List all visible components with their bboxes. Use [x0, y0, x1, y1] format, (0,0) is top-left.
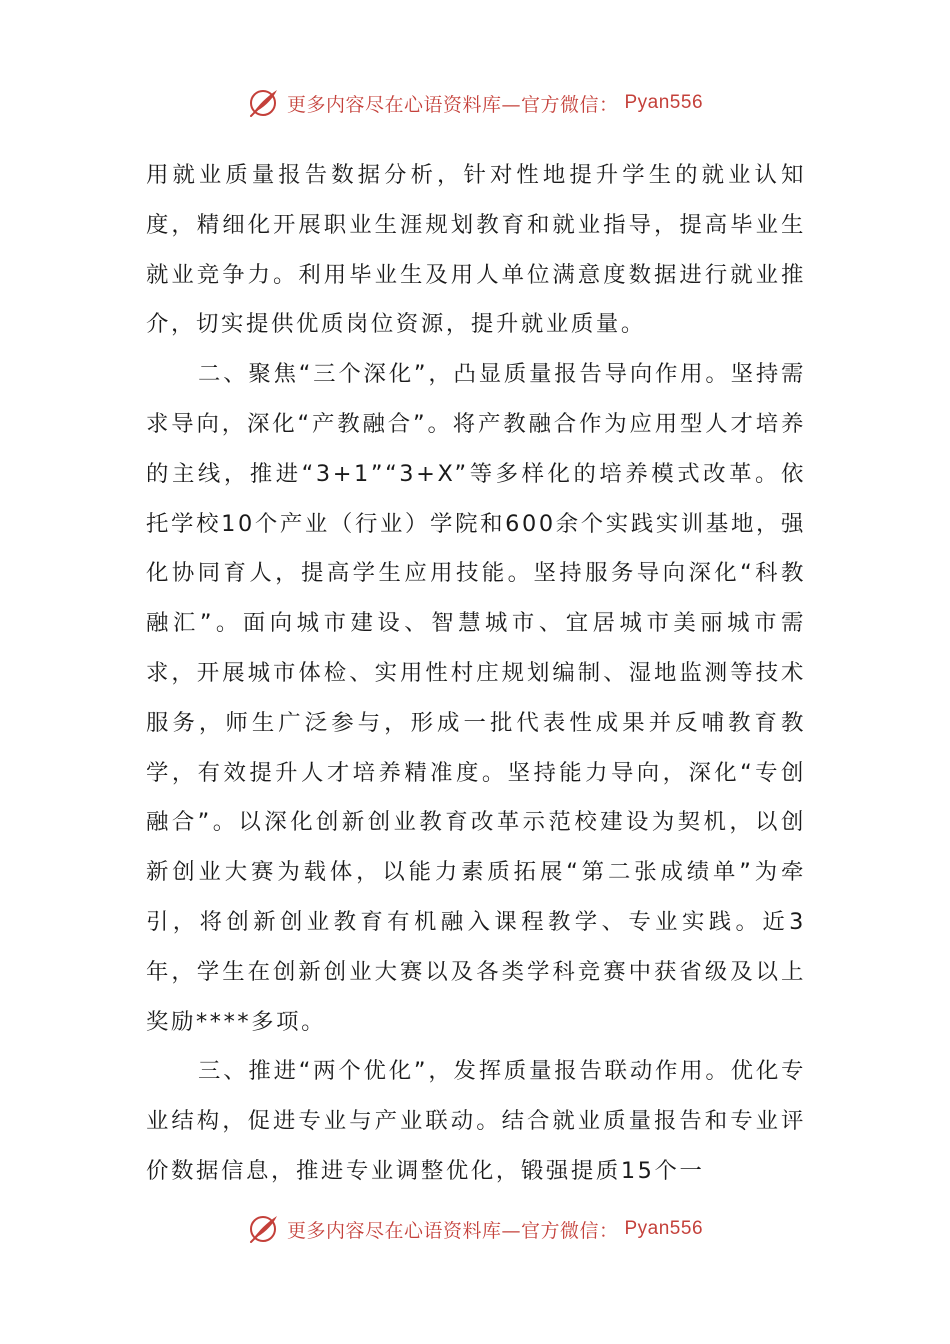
paragraph-2: 二、聚焦“三个深化”，凸显质量报告导向作用。坚持需求导向，深化“产教融合”。将产教融合作为应用型人才培养的主线，推进“3+1”“3+X”等多样化的培养模式改革。依托学校10个产业（行业）学院和600余个实践实训基地，强化协同育人，提高学生应用技能。坚持服务导向深化“科教融汇”。面向城市建设、智慧城市、宜居城市美丽城市需求，开展城市体检、实用性村庄规划编制、湿地监测等技术服务，师生广泛参与，形成一批代表性成果并反哺教育教学，有效提升人才培养精准度。坚持能力导向，深化“专创融合”。以深化创新创业教育改革示范校建设为契机，以创新创业大赛为载体，以能力素质拓展“第二张成绩单”为牵引，将创新创业教育有机融入课程教学、专业实践。近3年，学生在创新创业大赛以及各类学科竞赛中获省级及以上奖励****多项。 [146, 361, 806, 1035]
watermark-header [0, 86, 950, 120]
watermark-text-cn: 更多内容尽在心语资料库—官方微信： [286, 1219, 619, 1242]
watermark-footer [0, 1212, 950, 1246]
paragraph-1: 用就业质量报告数据分析，针对性地提升学生的就业认知度，精细化开展职业生涯规划教育和就业指导，提高毕业生就业竞争力。利用毕业生及用人单位满意度数据进行就业推介，切实提供优质岗位资源，提升就业质量。 [146, 162, 806, 338]
quill-logo-icon [247, 86, 281, 120]
watermark-text-en: Pyan556 [624, 1218, 704, 1239]
watermark-text-en: Pyan556 [624, 92, 704, 113]
document-body [146, 151, 806, 1197]
quill-logo-icon [247, 1212, 281, 1246]
paragraph-3: 三、推进“两个优化”，发挥质量报告联动作用。优化专业结构，促进专业与产业联动。结合就业质量报告和专业评价数据信息，推进专业调整优化，锻强提质15个一 [146, 1058, 806, 1184]
watermark-text-cn: 更多内容尽在心语资料库—官方微信： [286, 93, 619, 116]
